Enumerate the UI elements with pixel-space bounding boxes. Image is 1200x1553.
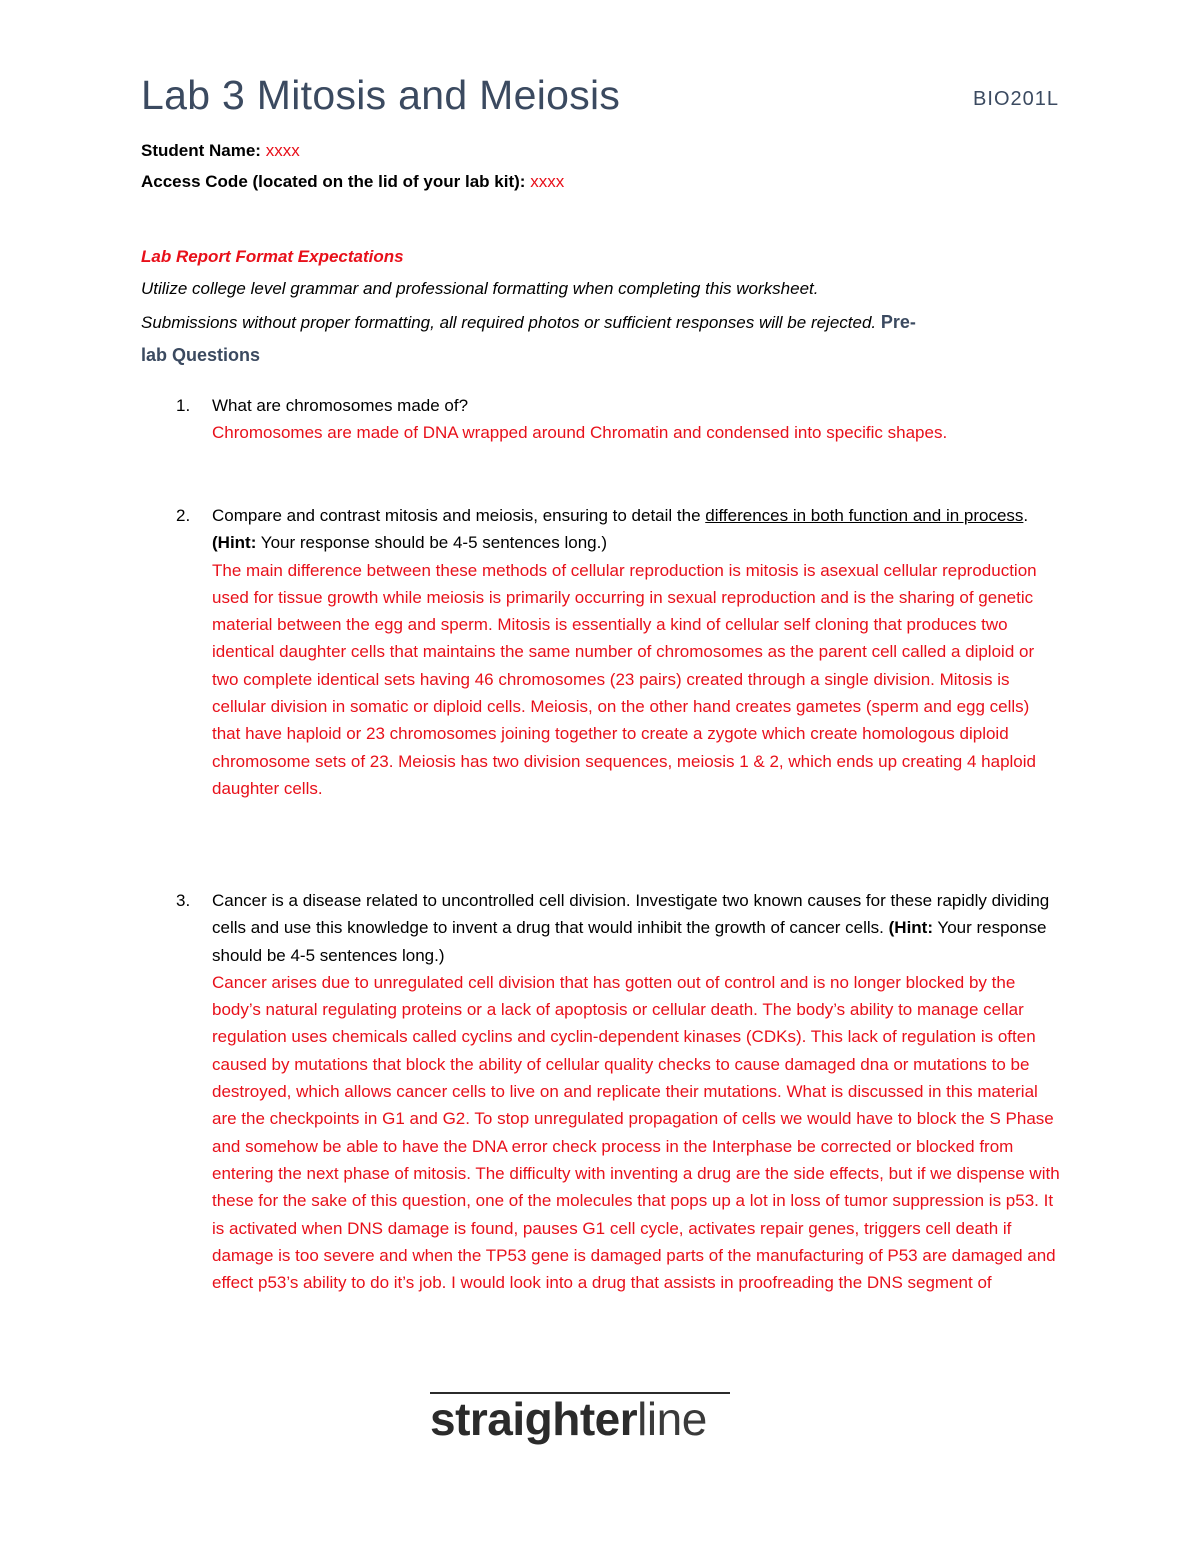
prelab-heading-part2: lab Questions <box>141 345 261 365</box>
access-code-line <box>141 172 564 192</box>
format-heading: Lab Report Format Expectations <box>141 247 404 266</box>
question-2-prompt <box>212 502 1062 557</box>
question-1-prompt: What are chromosomes made of? <box>212 396 469 415</box>
question-3-answer: Cancer arises due to unregulated cell division that has gotten out of control and is no longer blocked by the body’s natural regulating proteins or a lack of apoptosis or cellular death. The body’s ability to manage cellar regulation uses chemicals called cyclins and cyclin-dependent kinases (CDKs). This lack of regulation is often caused by mutations that block the ability of cellular quality checks to cause damaged dna or mutations to be destroyed, which allows cancer cells to live on and replicate their mutations. What is discussed in this material are the checkpoints in G1 and G2. To stop unregulated propagation of cells we would have to block the S Phase and somehow be able to have the DNA error check process in the Interphase be corrected or blocked from entering the next phase of mitosis. The difficulty with inventing a drug are the side effects, but if we dispense with these for the sake of this question, one of the molecules that pops up a lot in loss of tumor suppression is p53. It is activated when DNS damage is found, pauses G1 cell cycle, activates repair genes, triggers cell death if damage is too severe and when the TP53 gene is damaged parts of the manufacturing of P53 are damaged and effect p53’s ability to do it’s job. I would look into a drug that assists in proofreading the DNS segment of <box>212 972 1060 1293</box>
question-2-prompt-start: Compare and contrast mitosis and meiosis, ensuring to detail the <box>212 506 706 525</box>
question-2-hint-label: (Hint: <box>212 533 257 553</box>
page-title: Lab 3 Mitosis and Meiosis <box>141 72 621 118</box>
straighterline-logo <box>430 1392 760 1462</box>
question-3-number: 3. <box>176 891 191 910</box>
question-3-hint-label: (Hint: <box>888 918 933 938</box>
question-1-number: 1. <box>176 396 191 415</box>
prelab-heading-part1: Pre- <box>880 312 916 332</box>
question-2-prompt-mid: . <box>1023 506 1029 525</box>
question-3-prompt-start: Cancer is a disease related to uncontrolled cell division. Investigate two known causes for these rapidly dividing cells and use this knowledge to invent a drug that would inhibit the growth of cancer cells. <box>212 891 1050 938</box>
logo-light-text: line <box>637 1393 707 1445</box>
question-3 <box>212 887 1062 1296</box>
format-line-2 <box>141 312 916 333</box>
question-3-prompt <box>212 887 1062 969</box>
access-code-value: xxxx <box>530 172 565 191</box>
question-2-number: 2. <box>176 506 191 525</box>
question-2 <box>212 502 1062 802</box>
student-name-value: xxxx <box>265 141 300 160</box>
student-name-line <box>141 141 300 161</box>
logo-bold-text: straighter <box>430 1393 638 1445</box>
format-line-2-text: Submissions without proper formatting, all required photos or sufficient responses will be rejected. <box>141 313 877 332</box>
question-2-hint-text: Your response should be 4-5 sentences long.) <box>256 533 608 553</box>
question-2-answer: The main difference between these methods of cellular reproduction is mitosis is asexual cellular reproduction used for tissue growth while meiosis is primarily occurring in sexual reproduction and is the sharing of genetic material between the egg and sperm. Mitosis is essentially a kind of cellular self cloning that produces two identical daughter cells that maintains the same number of chromosomes as the parent cell called a diploid or two complete identical sets having 46 chromosomes (23 pairs) created through a single division. Mitosis is cellular division in somatic or diploid cells. Meiosis, on the other hand creates gametes (sperm and egg cells) that have haploid or 23 chromosomes joining together to create a zygote which create homologous diploid chromosome sets of 23. Meiosis has two division sequences, meiosis 1 & 2, which ends up creating 4 haploid daughter cells. <box>212 560 1037 798</box>
question-1-answer: Chromosomes are made of DNA wrapped around Chromatin and condensed into specific shapes. <box>212 423 948 443</box>
title-row <box>141 72 1059 122</box>
question-1 <box>212 392 1062 447</box>
access-code-label: Access Code (located on the lid of your lab kit): <box>141 172 526 191</box>
question-2-prompt-underline: differences in both function and in process <box>705 506 1024 525</box>
format-line-1: Utilize college level grammar and professional formatting when completing this worksheet. <box>141 279 819 298</box>
student-name-label: Student Name: <box>141 141 261 160</box>
question-3-hint-text: Your response should be 4-5 sentences long.) <box>212 918 1047 965</box>
course-code: BIO201L <box>973 88 1059 110</box>
logo-wordmark <box>430 1392 707 1446</box>
